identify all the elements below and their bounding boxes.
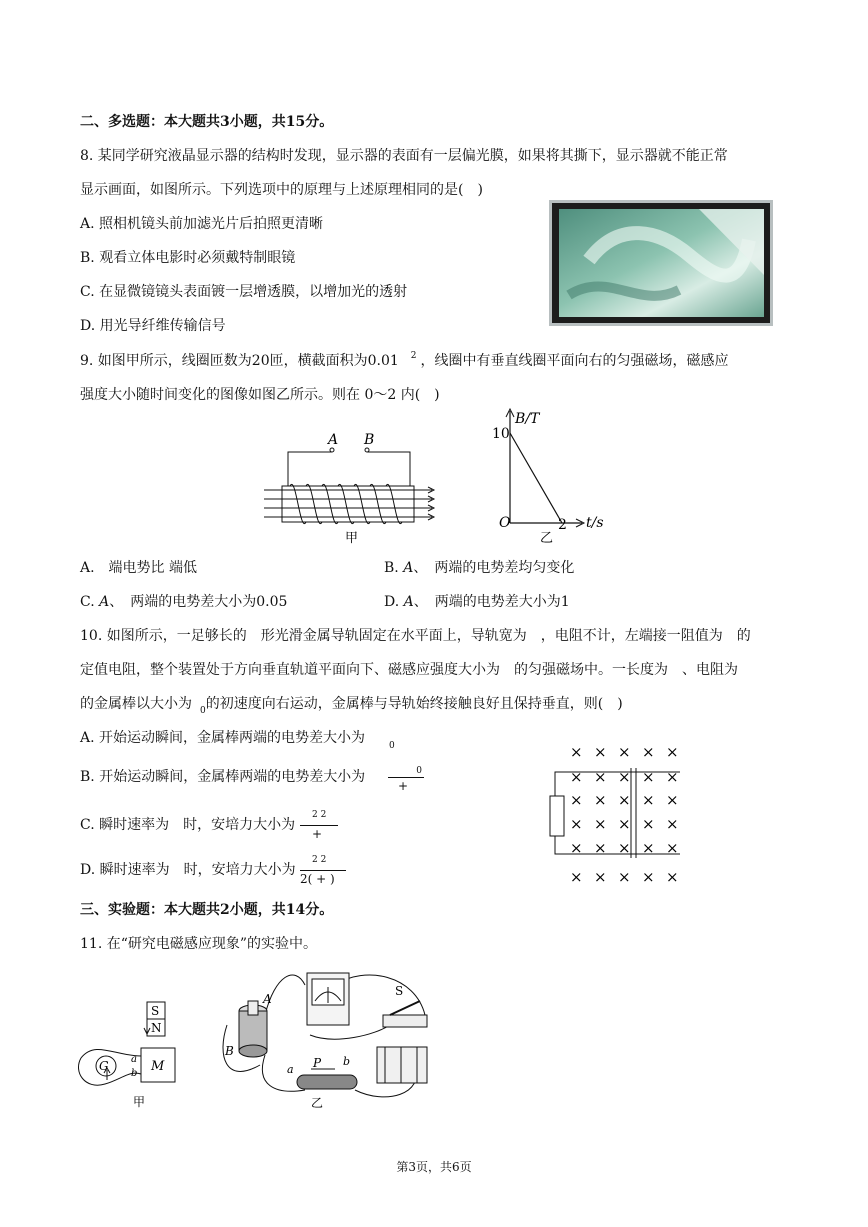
q9-option-d-text: 、 两端的电势差大小为1 — [413, 594, 570, 610]
q11-terminal-b: b — [131, 1068, 138, 1079]
q10-stem-line1: 10. 如图所示，一足够长的 形光滑金属导轨固定在水平面上，导轨宽为 ，电阻不计，左端接一阻值为 的 — [80, 628, 751, 644]
field-cross-mark: × — [642, 868, 655, 886]
q11-rheostat-p: P — [313, 1056, 322, 1070]
q11-rheostat-a: a — [287, 1063, 294, 1076]
q9-origin: O — [499, 515, 511, 531]
q9-option-b-prefix: B. — [384, 560, 399, 576]
q10-stem-part2: 的初速度向右运动，金属棒与导轨始终接触良好且保持垂直，则( ) — [205, 696, 623, 712]
field-cross-mark: × — [570, 815, 583, 833]
q9-option-a: A. 端电势比 端低 — [80, 560, 198, 576]
field-cross-mark: × — [618, 791, 631, 809]
q9-y-axis-label: B/T — [515, 411, 540, 427]
q8-option-b: B. 观看立体电影时必须戴特制眼镜 — [80, 250, 296, 266]
q9-coil-diagram — [260, 430, 440, 545]
q8-stem-line2: 显示画面，如图所示。下列选项中的原理与上述原理相同的是( ) — [80, 182, 483, 198]
field-cross-mark: × — [642, 791, 655, 809]
field-cross-mark: × — [618, 815, 631, 833]
field-cross-mark: × — [570, 839, 583, 857]
q10-option-c-denominator: + — [312, 827, 323, 841]
q11-magnet-s: S — [151, 1004, 160, 1018]
q11-circuit-diagram — [215, 965, 445, 1110]
q11-magnet-diagram — [75, 1000, 190, 1110]
q9-option-c — [80, 593, 287, 611]
field-cross-mark: × — [618, 868, 631, 886]
q9-caption-b: 乙 — [540, 531, 554, 546]
q8-monitor-photo — [549, 200, 773, 326]
q9-y-tick: 10 — [492, 426, 510, 442]
section-title-experiment: 三、实验题：本大题共2小题，共14分。 — [80, 902, 334, 918]
q9-option-c-var: A — [99, 594, 110, 610]
q10-option-a-text: A. 开始运动瞬间，金属棒两端的电势差大小为 — [80, 730, 366, 746]
field-cross-mark: × — [594, 839, 607, 857]
field-cross-mark: × — [570, 791, 583, 809]
field-cross-mark: × — [666, 839, 679, 857]
q11-coil-b-label: B — [225, 1044, 234, 1058]
q9-stem-line1 — [80, 352, 729, 372]
q10-option-d-numerator: 2 2 — [312, 855, 327, 865]
field-cross-mark: × — [594, 768, 607, 786]
q9-x-axis-label: t/s — [586, 515, 604, 531]
q9-caption-a: 甲 — [345, 531, 359, 546]
field-cross-mark: × — [642, 743, 655, 761]
q9-option-b-var: A — [403, 560, 414, 576]
q10-stem-line2: 定值电阻，整个装置处于方向垂直轨道平面向下、磁感应强度大小为 的匀强磁场中。一长度为 、电阻为 — [80, 662, 738, 678]
q10-option-d-denominator: 2( + ) — [300, 872, 335, 886]
field-cross-mark: × — [618, 839, 631, 857]
q8-option-c: C. 在显微镜镜头表面镀一层增透膜，以增加光的透射 — [80, 284, 408, 300]
field-cross-mark: × — [594, 868, 607, 886]
field-cross-mark: × — [594, 815, 607, 833]
field-cross-mark: × — [666, 815, 679, 833]
q11-galvanometer-g: G — [99, 1059, 109, 1073]
q10-option-d: D. 瞬时速率为 时，安培力大小为 — [80, 862, 296, 878]
q10-field-diagram — [545, 742, 695, 890]
q9-x-tick: 2 — [558, 517, 567, 533]
field-cross-mark: × — [594, 791, 607, 809]
field-cross-mark: × — [618, 768, 631, 786]
q10-option-c-numerator: 2 2 — [312, 810, 327, 820]
field-cross-mark: × — [666, 868, 679, 886]
field-cross-mark: × — [642, 839, 655, 857]
q9-option-b-text: 、 两端的电势差均匀变化 — [413, 560, 575, 576]
section-title-multi-choice: 二、多选题：本大题共3小题，共15分。 — [80, 114, 334, 130]
q10-option-c: C. 瞬时速率为 时，安培力大小为 — [80, 817, 296, 833]
field-cross-mark: × — [594, 743, 607, 761]
q11-coil-m: M — [151, 1059, 165, 1074]
q8-stem-line1: 8. 某同学研究液晶显示器的结构时发现，显示器的表面有一层偏光膜，如果将其撕下，显示器就不能正常 — [80, 148, 728, 164]
q9-option-c-prefix: C. — [80, 594, 95, 610]
q8-option-d: D. 用光导纤维传输信号 — [80, 318, 226, 334]
q9-bt-line — [510, 433, 562, 523]
q8-option-a: A. 照相机镜头前加滤光片后拍照更清晰 — [80, 216, 324, 232]
q11-stem: 11. 在“研究电磁感应现象”的实验中。 — [80, 936, 318, 952]
page-footer: 第3页，共6页 — [396, 1160, 472, 1174]
q9-option-b — [384, 559, 574, 577]
q11-switch-label: S — [395, 984, 404, 998]
q10-option-b-denominator: + — [398, 779, 409, 793]
q9-stem-sup: 2 — [410, 351, 417, 361]
q11-caption-b: 乙 — [311, 1096, 324, 1110]
field-cross-mark: × — [642, 815, 655, 833]
q10-stem-line3 — [80, 695, 623, 715]
q9-label-a: A — [328, 432, 339, 448]
q9-label-b: B — [364, 432, 375, 448]
q9-option-d-prefix: D. — [384, 594, 400, 610]
q11-coil-a-label: A — [263, 992, 272, 1006]
field-cross-mark: × — [642, 768, 655, 786]
q9-stem-part2: ，线圈中有垂直线圈平面向右的匀强磁场，磁感应 — [420, 353, 729, 369]
field-cross-mark: × — [570, 743, 583, 761]
field-cross-mark: × — [570, 868, 583, 886]
field-cross-mark: × — [618, 743, 631, 761]
q11-terminal-a: a — [131, 1054, 137, 1065]
field-cross-mark: × — [666, 768, 679, 786]
q10-option-a-sub: 0 — [389, 741, 395, 751]
q11-rheostat-b: b — [343, 1055, 351, 1068]
q11-caption-a: 甲 — [133, 1095, 146, 1109]
field-cross-mark: × — [666, 791, 679, 809]
q11-magnet-n: N — [151, 1021, 162, 1035]
q10-option-a — [80, 729, 395, 749]
q10-option-b: B. 开始运动瞬间，金属棒两端的电势差大小为 — [80, 769, 366, 785]
q10-option-b-numerator: 0 — [416, 766, 422, 776]
q9-stem-line2: 强度大小随时间变化的图像如图乙所示。则在 0～2 内( ) — [80, 387, 440, 403]
q10-stem-part1: 的金属棒以大小为 — [80, 696, 192, 712]
q9-bt-graph — [490, 405, 620, 545]
q9-option-d-var: A — [403, 594, 414, 610]
field-cross-mark: × — [666, 743, 679, 761]
field-cross-mark: × — [570, 768, 583, 786]
q9-option-d — [384, 593, 570, 611]
q9-option-c-text: 、 两端的电势差大小为0.05 — [109, 594, 288, 610]
q9-stem-part1: 9. 如图甲所示，线圈匝数为20匝，横截面积为0.01 — [80, 353, 399, 369]
q10-stem-sub: 0 — [200, 706, 206, 716]
